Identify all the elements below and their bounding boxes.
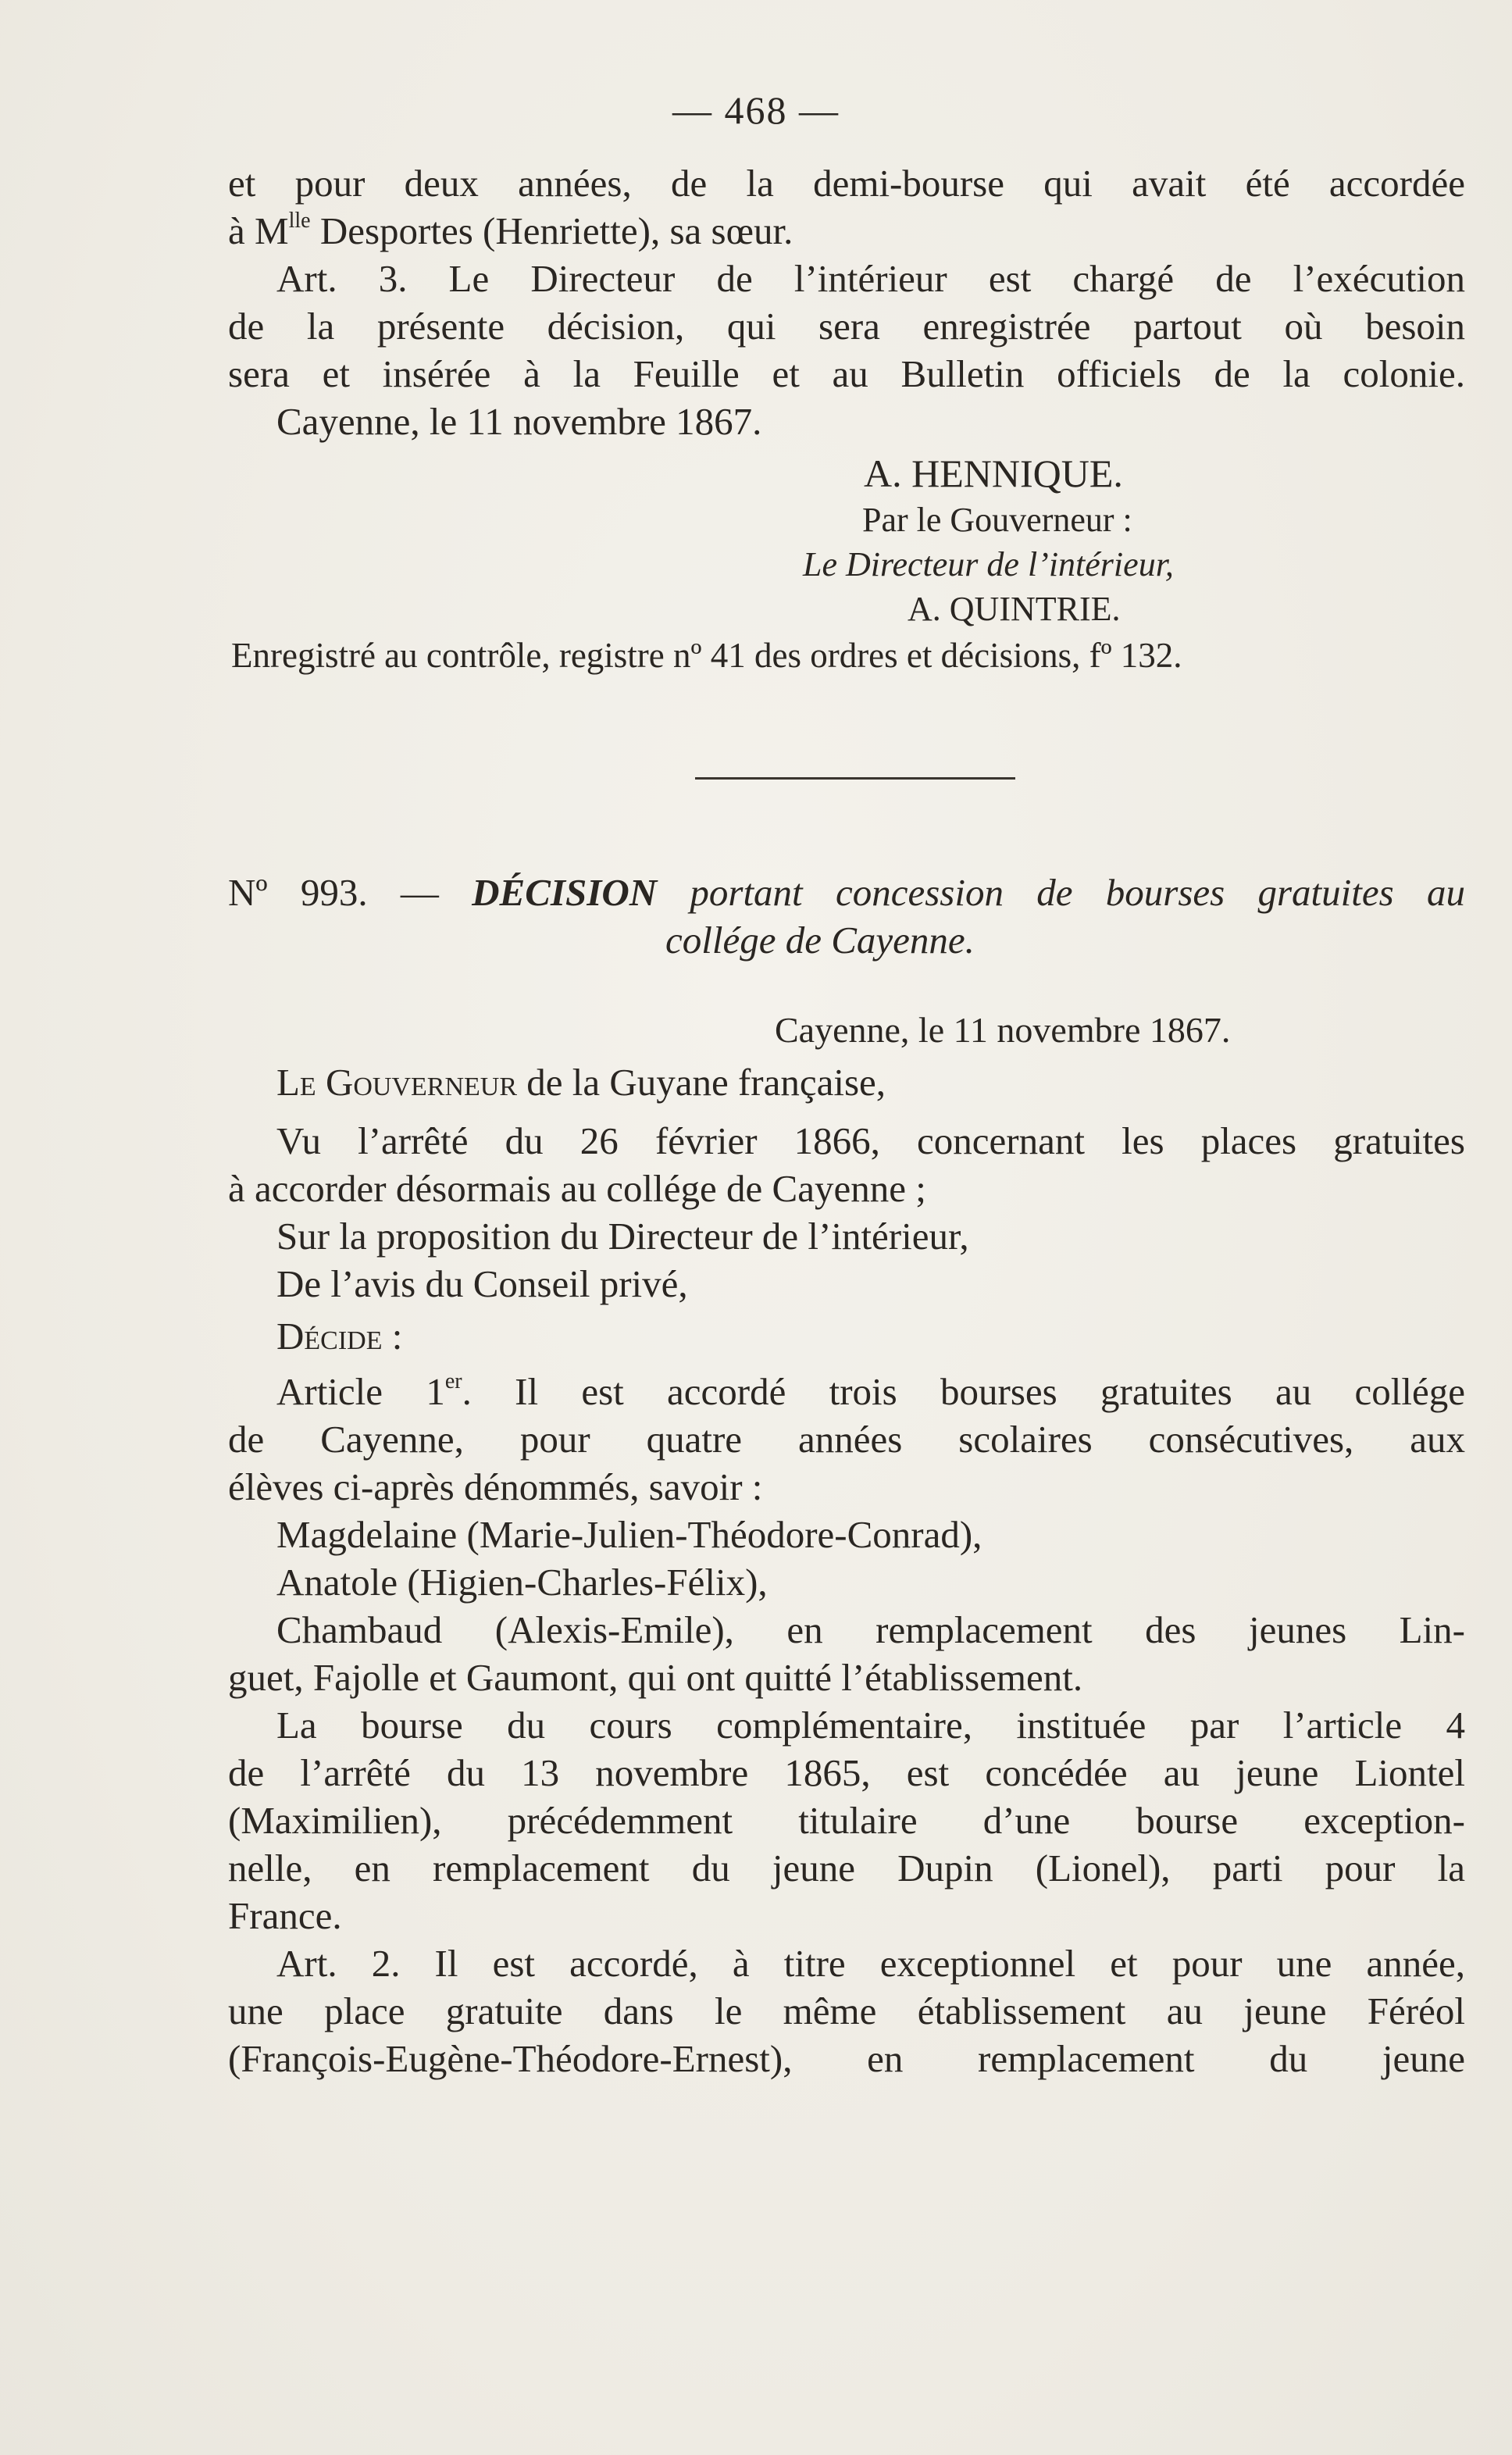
decision-body <box>228 1006 1465 2082</box>
text-line: (Maximilien), précédemment titulaire d’une bourse exception- <box>228 1799 1465 1842</box>
text-line: Article 1er. Il est accordé trois bourses gratuites au collége <box>276 1368 1466 1413</box>
text-line: Vu l’arrêté du 26 février 1866, concernant les places gratuites <box>276 1119 1465 1162</box>
previous-decision-end <box>228 159 1465 680</box>
decision-heading <box>228 869 1465 964</box>
text-line: Art. 3. Le Directeur de l’intérieur est chargé de l’exécution <box>276 257 1465 300</box>
director-signature: A. QUINTRIE. <box>908 590 1121 628</box>
list-item: Magdelaine (Marie-Julien-Théodore-Conrad), <box>276 1513 982 1556</box>
decision-label: DÉCISION <box>472 871 658 914</box>
list-item: Chambaud (Alexis-Emile), en remplacement des jeunes Lin- <box>276 1608 1465 1651</box>
page-number: — 468 — <box>672 88 840 132</box>
section-divider <box>695 777 1015 780</box>
text-line: une place gratuite dans le même établissement au jeune Féréol <box>228 1989 1465 2032</box>
registration-note: Enregistré au contrôle, registre nº 41 des ordres et décisions, fº 132. <box>231 636 1182 675</box>
decision-title-cont: collége de Cayenne. <box>665 919 975 962</box>
decide-heading: Décide : <box>276 1315 403 1358</box>
signature-by-line: Par le Gouverneur : <box>862 501 1132 539</box>
heading-line: Nº 993. — DÉCISION portant concession de bourses gratuites au <box>228 871 1465 914</box>
text-line: guet, Fajolle et Gaumont, qui ont quitté l’établissement. <box>228 1656 1083 1699</box>
text-line: de Cayenne, pour quatre années scolaires consécutives, aux <box>228 1418 1465 1461</box>
text-line: De l’avis du Conseil privé, <box>276 1262 688 1305</box>
text-line: à accorder désormais au collége de Cayenne ; <box>228 1167 926 1210</box>
decision-title: portant concession de bourses gratuites au <box>657 871 1465 914</box>
text-line: de l’arrêté du 13 novembre 1865, est concédée au jeune Liontel <box>228 1751 1465 1794</box>
text-line: nelle, en remplacement du jeune Dupin (Lionel), parti pour la <box>228 1847 1465 1889</box>
decision-date: Cayenne, le 11 novembre 1867. <box>775 1010 1231 1050</box>
text-line: de la présente décision, qui sera enregistrée partout où besoin <box>228 305 1465 348</box>
text-line: et pour deux années, de la demi-bourse qui avait été accordée <box>228 162 1465 205</box>
text-line: Sur la proposition du Directeur de l’intérieur, <box>276 1215 969 1258</box>
text-line: La bourse du cours complémentaire, instituée par l’article 4 <box>276 1704 1465 1747</box>
date-line: Cayenne, le 11 novembre 1867. <box>276 400 762 443</box>
text-line: France. <box>228 1894 342 1937</box>
text-line: Art. 2. Il est accordé, à titre exceptionnel et pour une année, <box>276 1942 1465 1985</box>
decision-number: Nº 993. <box>228 871 368 914</box>
governor-line: Le Gouverneur de la Guyane française, <box>276 1061 886 1104</box>
governor-signature: A. HENNIQUE. <box>864 451 1123 495</box>
list-item: Anatole (Higien-Charles-Félix), <box>276 1561 768 1604</box>
text-line: à $M^{lle}$ Desportes (Henriette), sa sœur. <box>228 208 793 252</box>
text-line: élèves ci-après dénommés, savoir : <box>228 1465 763 1508</box>
director-title: Le Directeur de l’intérieur, <box>803 545 1174 583</box>
text-line: (François-Eugène-Théodore-Ernest), en remplacement du jeune <box>228 2037 1465 2080</box>
text-line: sera et insérée à la Feuille et au Bulletin officiels de la colonie. <box>228 352 1465 395</box>
